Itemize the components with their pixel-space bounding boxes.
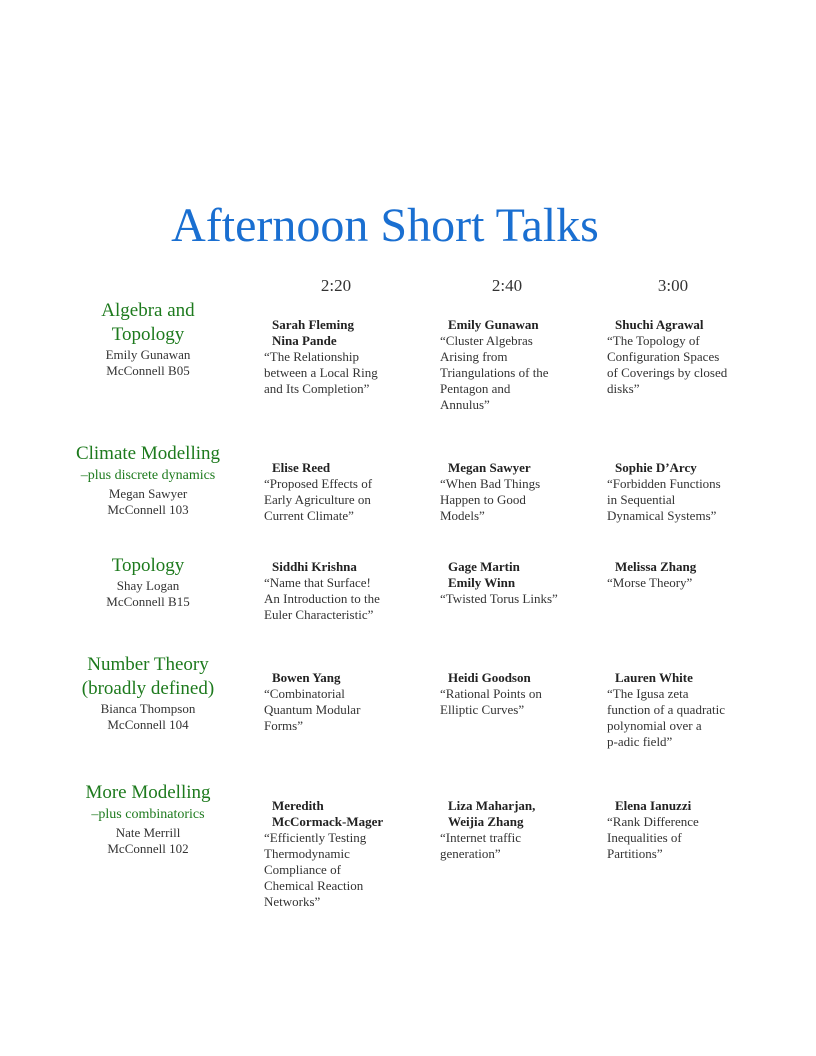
- talk-title: Triangulations of the: [440, 365, 549, 380]
- session-room: McConnell 103: [107, 502, 189, 517]
- page-title: Afternoon Short Talks: [171, 199, 599, 252]
- talk-title: disks”: [607, 381, 640, 396]
- talk-title: Networks”: [264, 894, 321, 909]
- talk-title: “Name that Surface!: [264, 575, 371, 590]
- talk-title: “When Bad Things: [440, 476, 541, 491]
- talk-title: polynomial over a: [607, 718, 702, 733]
- talk-cell: [440, 460, 590, 524]
- talk-cell: [264, 317, 414, 397]
- talk-title: function of a quadratic: [607, 702, 726, 717]
- speaker-name: Heidi Goodson: [448, 670, 531, 685]
- session-info: [58, 653, 238, 733]
- talk-title: Inequalities of: [607, 830, 682, 845]
- talk-title: An Introduction to the: [264, 591, 380, 606]
- talk-cell: [607, 670, 757, 750]
- talk-title: “Morse Theory”: [607, 575, 693, 590]
- talk-cell: [264, 798, 414, 910]
- speaker-name: Elise Reed: [272, 460, 331, 475]
- talk-cell: [607, 317, 757, 397]
- session-subtitle: –plus discrete dynamics: [80, 468, 216, 483]
- speaker-name: Nina Pande: [272, 333, 337, 348]
- talk-cell: [264, 460, 414, 524]
- talk-title: “Rank Difference: [607, 814, 699, 829]
- speaker-name: Emily Gunawan: [448, 317, 539, 332]
- talk-title: Dynamical Systems”: [607, 508, 717, 523]
- session-topic: Topology: [111, 324, 185, 345]
- talk-title: Forms”: [264, 718, 303, 733]
- talk-title: Arising from: [440, 349, 508, 364]
- talk-cell: [264, 670, 414, 734]
- talk-title: “The Topology of: [607, 333, 700, 348]
- talk-cell: [440, 798, 590, 862]
- talk-cell: [607, 798, 757, 862]
- talk-title: Elliptic Curves”: [440, 702, 525, 717]
- time-header: [0, 276, 816, 300]
- time-slot-2: 2:40: [491, 276, 523, 295]
- talk-cell: [440, 317, 590, 413]
- talk-title: “Efficiently Testing: [264, 830, 367, 845]
- speaker-name: Melissa Zhang: [615, 559, 697, 574]
- speaker-name: Sophie D’Arcy: [615, 460, 697, 475]
- talk-title: Compliance of: [264, 862, 341, 877]
- talk-title: Pentagon and: [440, 381, 511, 396]
- talk-cell: [607, 559, 757, 591]
- talk-title: Current Climate”: [264, 508, 354, 523]
- speaker-name: Liza Maharjan,: [448, 798, 536, 813]
- session-info: [58, 442, 238, 518]
- session-chair: Nate Merrill: [115, 825, 181, 840]
- talk-title: “Cluster Algebras: [440, 333, 533, 348]
- talk-title: “Proposed Effects of: [264, 476, 373, 491]
- talk-title: p-adic field”: [607, 734, 673, 749]
- time-slot-3: 3:00: [657, 276, 689, 295]
- talk-title: Quantum Modular: [264, 702, 361, 717]
- talk-title: “Internet traffic: [440, 830, 521, 845]
- talk-title: Happen to Good: [440, 492, 526, 507]
- session-topic: Number Theory: [87, 654, 209, 675]
- talk-cell: [607, 460, 757, 524]
- session-topic: Topology: [111, 555, 185, 576]
- talk-title: “The Igusa zeta: [607, 686, 689, 701]
- session-topic: Algebra and: [101, 300, 195, 321]
- speaker-name: Sarah Fleming: [272, 317, 354, 332]
- speaker-name: Meredith: [272, 798, 324, 813]
- session-topic: Climate Modelling: [75, 443, 221, 464]
- session-info: [58, 554, 238, 610]
- speaker-name: Gage Martin: [448, 559, 520, 574]
- session-subtitle: –plus combinatorics: [91, 807, 205, 822]
- talk-title: between a Local Ring: [264, 365, 378, 380]
- session-chair: Megan Sawyer: [108, 486, 188, 501]
- talk-title: “Twisted Torus Links”: [440, 591, 558, 606]
- talk-title: “Rational Points on: [440, 686, 542, 701]
- talk-title: Euler Characteristic”: [264, 607, 374, 622]
- session-topic: More Modelling: [85, 782, 211, 803]
- talk-title: of Coverings by closed: [607, 365, 728, 380]
- session-info: [58, 299, 238, 379]
- session-room: McConnell 104: [107, 717, 189, 732]
- talk-title: Thermodynamic: [264, 846, 350, 861]
- session-room: McConnell B05: [106, 363, 190, 378]
- session-topic: (broadly defined): [81, 678, 215, 699]
- talk-title: “The Relationship: [264, 349, 359, 364]
- talk-title: Annulus”: [440, 397, 490, 412]
- talk-title: Partitions”: [607, 846, 663, 861]
- session-room: McConnell B15: [106, 594, 190, 609]
- speaker-name: Siddhi Krishna: [272, 559, 357, 574]
- talk-title: Models”: [440, 508, 485, 523]
- speaker-name: Lauren White: [615, 670, 693, 685]
- talk-title: in Sequential: [607, 492, 676, 507]
- speaker-name: Shuchi Agrawal: [615, 317, 704, 332]
- speaker-name: Emily Winn: [448, 575, 516, 590]
- talk-title: “Combinatorial: [264, 686, 345, 701]
- speaker-name: McCormack-Mager: [272, 814, 384, 829]
- session-chair: Emily Gunawan: [105, 347, 191, 362]
- speaker-name: Weijia Zhang: [448, 814, 524, 829]
- speaker-name: Bowen Yang: [272, 670, 341, 685]
- talk-title: Early Agriculture on: [264, 492, 371, 507]
- talk-cell: [440, 670, 590, 718]
- talk-cell: [440, 559, 590, 607]
- talk-title: “Forbidden Functions: [607, 476, 721, 491]
- session-info: [58, 781, 238, 857]
- speaker-name: Megan Sawyer: [448, 460, 531, 475]
- session-chair: Bianca Thompson: [100, 701, 196, 716]
- talk-title: Chemical Reaction: [264, 878, 364, 893]
- talk-title: generation”: [440, 846, 501, 861]
- session-room: McConnell 102: [107, 841, 189, 856]
- speaker-name: Elena Ianuzzi: [615, 798, 692, 813]
- talk-title: Configuration Spaces: [607, 349, 720, 364]
- time-slot-1: 2:20: [320, 276, 352, 295]
- talk-cell: [264, 559, 414, 623]
- talk-title: and Its Completion”: [264, 381, 370, 396]
- session-chair: Shay Logan: [116, 578, 180, 593]
